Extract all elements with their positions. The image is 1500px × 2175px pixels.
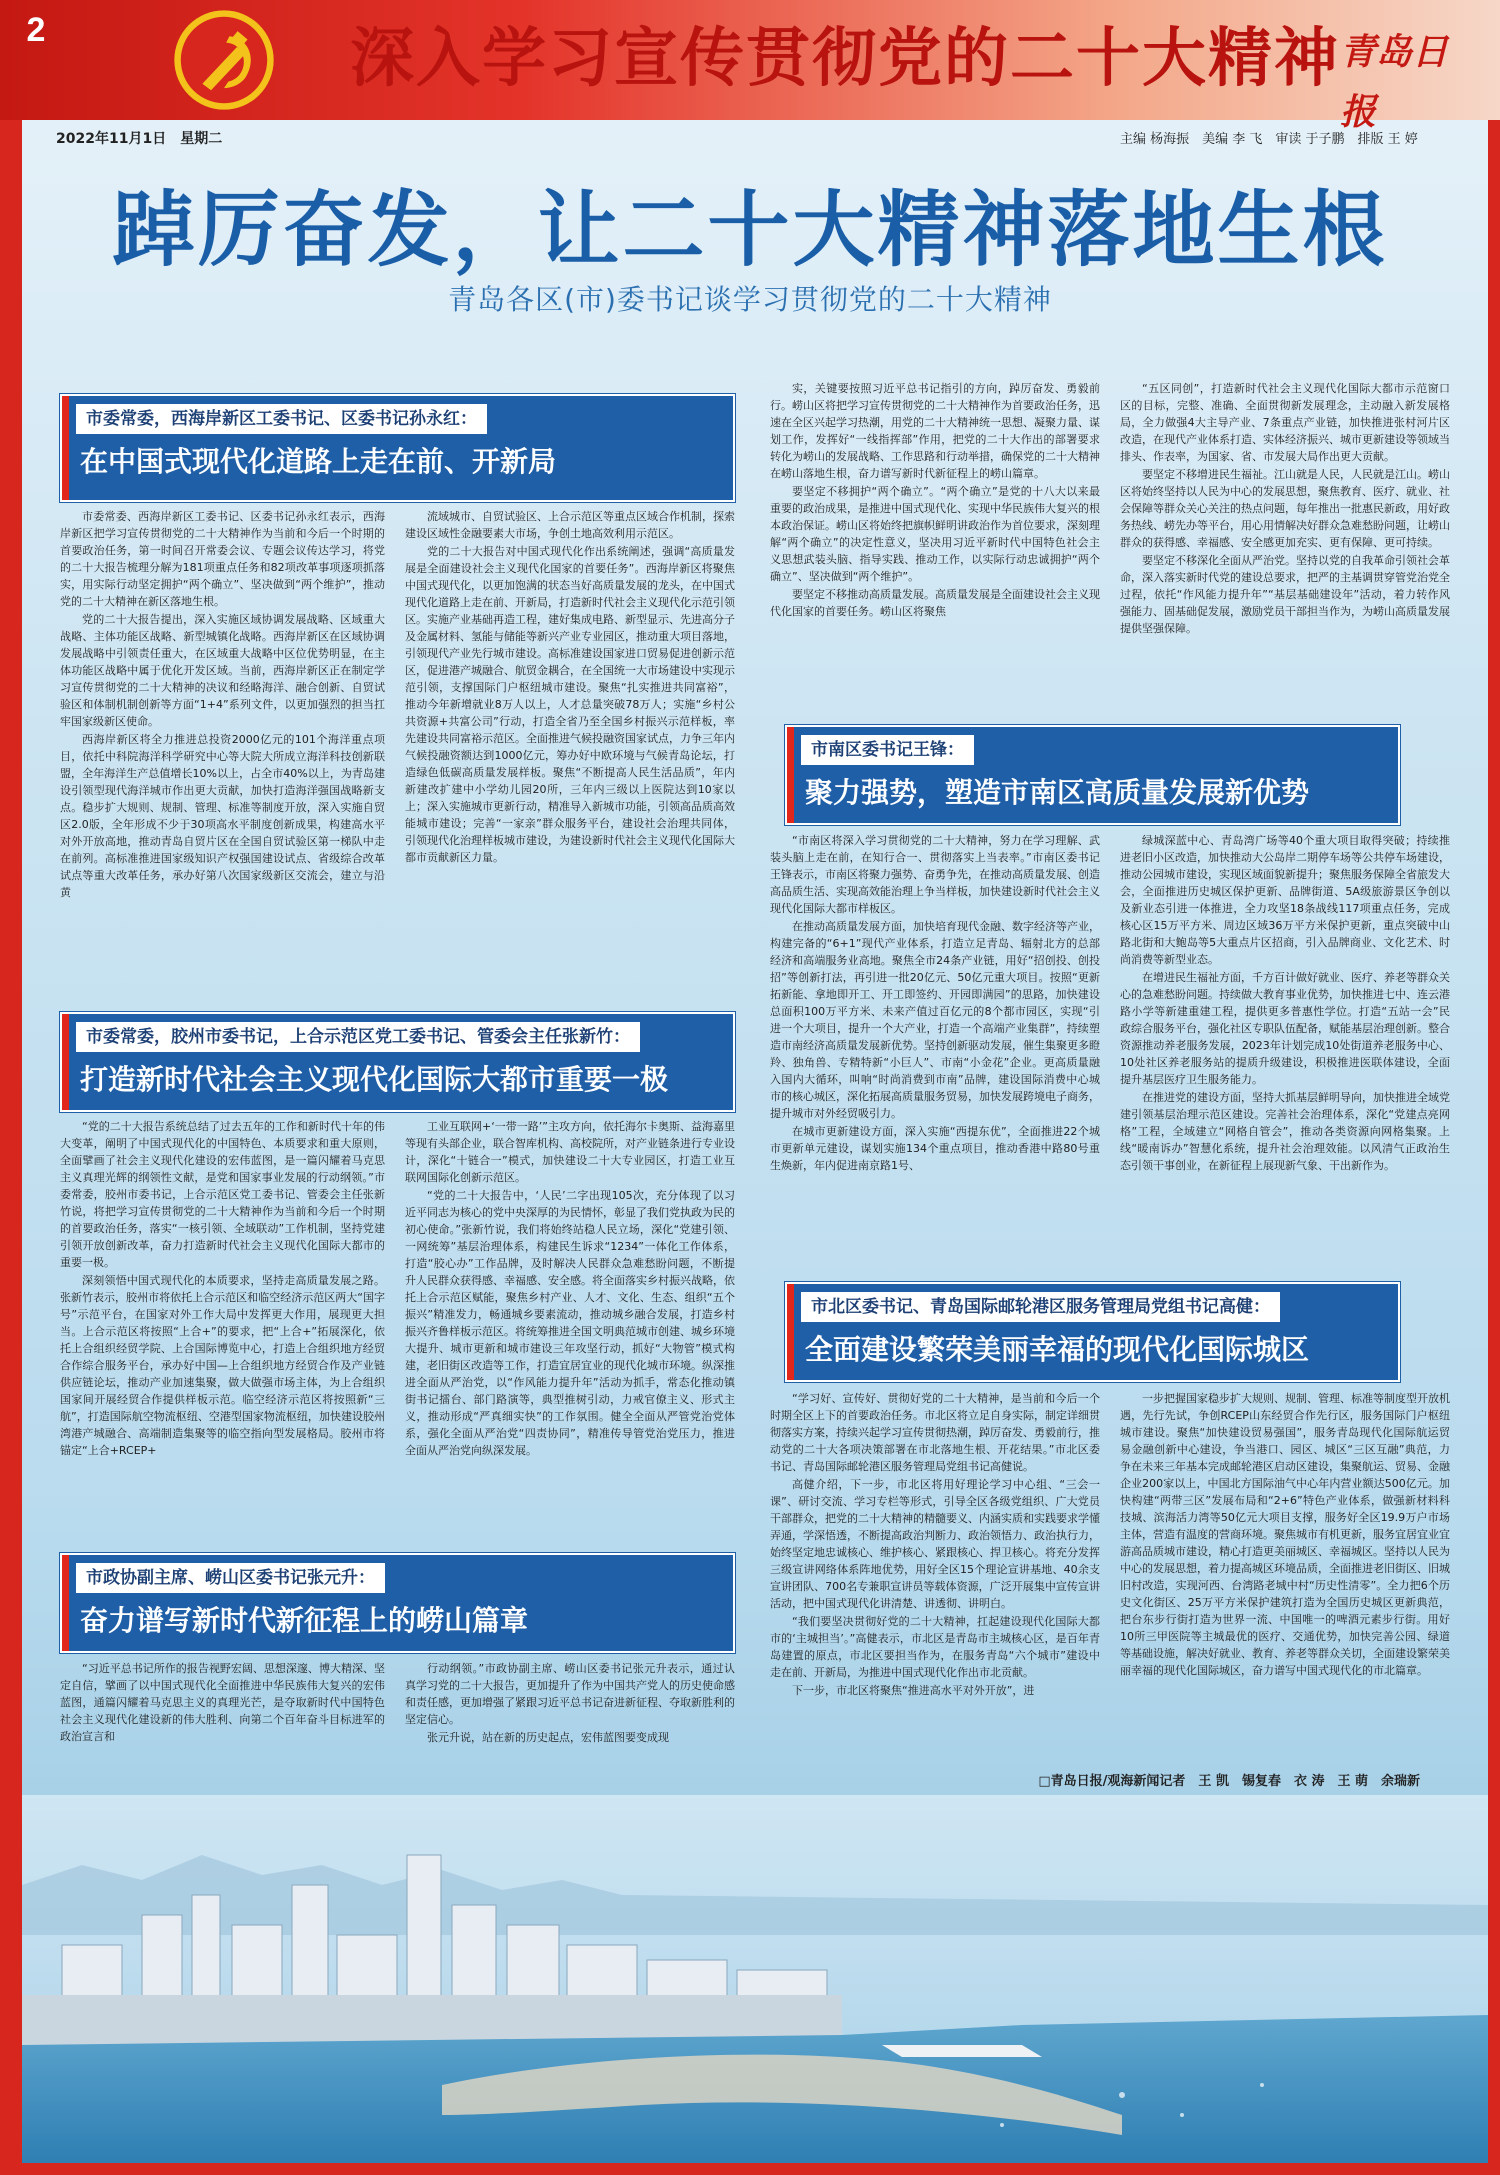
section-title: 打造新时代社会主义现代化国际大都市重要一极 <box>80 1063 669 1096</box>
paragraph: 西海岸新区将全力推进总投资2000亿元的101个海洋重点项目，依托中科院海洋科学研究中心等大院大所成立海洋科技创新联盟，全年海洋生产总值增长10%以上，占全市40%以上，为青岛建设引领型现代海洋城市作出更大贡献，加快打造海洋强国战略新支点。稳步扩大规则、规制、管理、标准等制度开放，深入实施自贸区2.0版，全年形成不少于30项高水平制度创新成果，构建高水平对外开放高地，推动青岛自贸片区在全国自贸试验区第一梯队中走在前列。高标准推进国家级知识产权强国建设试点、省级综合改革试点等重大改革任务，承办好第八次国家级新区交流会，建立与沿黄 <box>60 733 385 899</box>
section-kicker: 市政协副主席、崂山区委书记张元升： <box>76 1563 385 1593</box>
paragraph: 绿城深蓝中心、青岛湾广场等40个重大项目取得突破；持续推进老旧小区改造，加快推动大公岛岸二期停车场等公共停车场建设，推动公园城市建设，实现区域面貌新提升；聚焦服务保障全省旅发大会，全面推进历史城区保护更新、品牌街道、5A级旅游景区争创以及新业态引进一体推进，全力攻坚18条战线117项重点任务，完成核心区15万平方米、周边区域36万平方米保护更新，重点突破中山路北街和大鲍岛等5大重点片区招商，引入品牌商业、文化艺术、时尚消费等新型业态。 <box>1120 834 1450 966</box>
article-column <box>770 1390 1100 1762</box>
paragraph: “习近平总书记所作的报告视野宏阔、思想深邃、博大精深、坚定自信，擘画了以中国式现代化全面推进中华民族伟大复兴的宏伟蓝图，通篇闪耀着马克思主义的真理光芒，是夺取新时代中国特色社会主义现代化建设新的伟大胜利、向第二个百年奋斗目标进军的政治宣言和 <box>60 1662 385 1743</box>
paragraph: 在城市更新建设方面，深入实施“西提东优”，全面推进22个城市更新单元建设，谋划实施134个重点项目，推动香港中路80号重生焕新，年内促进南京路1号、 <box>770 1125 1100 1172</box>
main-subheadline: 青岛各区(市)委书记谈学习贯彻党的二十大精神 <box>448 283 1052 316</box>
paragraph: 实，关键要按照习近平总书记指引的方向，踔厉奋发、勇毅前行。崂山区将把学习宣传贯彻党的二十大精神作为首要政治任务，迅速在全区兴起学习热潮，用党的二十大精神统一思想、凝聚力量、谋划工作，发挥好“一线指挥部”作用，把党的二十大作出的部署要求转化为崂山的发展战略、工作思路和行动举措，确保党的二十大精神在崂山落地生根，奋力谱写新时代新征程上的崂山篇章。 <box>770 382 1100 480</box>
party-emblem-icon <box>170 6 278 114</box>
paragraph: “党的二十大报告系统总结了过去五年的工作和新时代十年的伟大变革，阐明了中国式现代化的中国特色、本质要求和重大原则，全面擘画了社会主义现代化建设的宏伟蓝图，是一篇闪耀着马克思主义真理光辉的纲领性文献，是党和国家事业发展的行动纲领。”市委常委，胶州市委书记，上合示范区党工委书记、管委会主任张新竹说，将把学习宣传贯彻党的二十大精神作为当前和今后一个时期的首要政治任务，落实“一核引领、全域联动”工作机制，坚持党建引领开放创新改革，奋力打造新时代社会主义现代化国际大都市的重要一极。 <box>60 1120 385 1269</box>
article-column <box>1120 380 1450 685</box>
article-column <box>405 508 735 996</box>
paragraph: 行动纲领。”市政协副主席、崂山区委书记张元升表示，通过认真学习党的二十大报告，更加提升了作为中国共产党人的历史使命感和责任感，更加增强了紧跟习近平总书记奋进新征程、夺取新胜利的坚定信心。 <box>405 1662 735 1726</box>
paragraph: 高健介绍，下一步，市北区将用好理论学习中心组、“三会一课”、研讨交流、学习专栏等形式，引导全区各级党组织、广大党员干部群众，把党的二十大精神的精髓要义、内涵实质和实践要求学懂弄通，学深悟透，不断提高政治判断力、政治领悟力、政治执行力，始终坚定地忠诚核心、维护核心、紧跟核心、捍卫核心。将充分发挥三级宣讲网络体系阵地优势，用好全区15个理论宣讲基地、40余支宣讲团队、700名专兼职宣讲员等载体资源，广泛开展集中宣传宣讲活动，把中国式现代化讲清楚、讲透彻、讲明白。 <box>770 1478 1100 1610</box>
section-header-shibei <box>785 1282 1400 1382</box>
paragraph: 党的二十大报告提出，深入实施区域协调发展战略、区域重大战略、主体功能区战略、新型城镇化战略。西海岸新区在区域协调发展战略中引领责任重大，在区域重大战略中区位优势明显，在主体功能区战略中属于优化开发区域。当前，西海岸新区正在制定学习宣传贯彻党的二十大精神的决议和经略海洋、融合创新、自贸试验区和体制机制创新等方面“1+4”系列文件，以更加强烈的担当扛牢国家级新区使命。 <box>60 613 385 728</box>
article-column <box>405 1660 735 1780</box>
section-kicker: 市北区委书记、青岛国际邮轮港区服务管理局党组书记高健： <box>801 1292 1280 1322</box>
frame-left <box>0 120 22 2175</box>
qingdao-cityscape-photo <box>22 1795 1488 2163</box>
editor-credits: 主编 杨海振 美编 李 飞 审读 于子鹏 排版 王 婷 <box>1120 132 1418 147</box>
paragraph: 流域城市、自贸试验区、上合示范区等重点区域合作机制，探索建设区域性金融要素大市场，争创土地高效利用示范区。 <box>405 510 735 540</box>
paragraph: 要坚定不移增进民生福祉。江山就是人民，人民就是江山。崂山区将始终坚持以人民为中心的发展思想，聚焦教育、医疗、就业、社会保障等群众关心关注的热点问题，每年推出一批惠民新政，用好政务热线、崂先办等平台，用心用情解决好群众急难愁盼问题，让崂山群众的获得感、幸福感、安全感更加充实、更有保障、更可持续。 <box>1120 468 1450 549</box>
paragraph: “党的二十大报告中，‘人民’二字出现105次，充分体现了以习近平同志为核心的党中央深厚的为民情怀，彰显了我们党执政为民的初心使命。”张新竹说，我们将始终站稳人民立场，深化“党建引领、一网统筹”基层治理体系，构建民生诉求“1234”一体化工作体系，打造“胶心办”工作品牌，及时解决人民群众急难愁盼问题，不断提升人民群众获得感、幸福感、安全感。将全面落实乡村振兴战略，依托上合示范区赋能，聚焦乡村产业、人才、文化、生态、组织“五个振兴”精准发力，畅通城乡要素流动，推动城乡融合发展，打造乡村振兴齐鲁样板示范区。将统筹推进全国文明典范城市创建、城乡环境大提升、城市更新和城市建设三年攻坚行动，抓好“大物管”模式构建，老旧街区改造等工作，打造宜居宜业的现代化城市环境。纵深推进全面从严治党，以“作风能力提升年”活动为抓手，常态化推动镇街书记擂台、部门路演等，典型推树引动，力戒官僚主义、形式主义，推动形成“严真细实快”的工作氛围。健全全面从严管党治党体系，强化全面从严治党“四责协同”，精准传导管党治党压力，推进全面从严治党向纵深发展。 <box>405 1189 735 1457</box>
page-number: 2 <box>26 11 46 49</box>
paragraph: 在推动高质量发展方面，加快培育现代金融、数字经济等产业，构建完备的“6+1”现代产业体系，打造立足青岛、辐射北方的总部经济和高端服务业高地。聚焦全市24条产业链，用好“招创投、创投招”等创新打法，再引进一批20亿元、50亿元重大项目。按照“更新拓新能、拿地即开工、开工即签约、开园即满园”的思路，加快建设总面积100万平方米、未来产值过百亿元的8个都市园区，实现“引进一个大项目，提升一个大产业，打造一个高端产业集群”，持续塑造市南经济高质量发展新优势。坚持创新驱动发展，催生集聚更多瞪羚、独角兽、专精特新“小巨人”、市南“小金花”企业。更高质量融入国内大循环，叫响“时尚消费到市南”品牌，建设国际消费中心城市的核心城区，深化拓展高质量服务贸易，加快发展跨境电子商务，提升城市对外经贸吸引力。 <box>770 920 1100 1120</box>
section-title: 聚力强势，塑造市南区高质量发展新优势 <box>805 776 1310 809</box>
section-header-laoshan <box>60 1553 735 1653</box>
header-banner <box>0 0 1500 133</box>
article-column <box>60 508 385 996</box>
frame-bottom <box>0 2163 1500 2175</box>
main-headline: 踔厉奋发，让二十大精神落地生根 <box>112 182 1388 278</box>
paragraph: “学习好、宣传好、贯彻好党的二十大精神，是当前和今后一个时期全区上下的首要政治任务。市北区将立足自身实际，制定详细贯彻落实方案，持续兴起学习宣传贯彻热潮，踔厉奋发、勇毅前行，推动党的二十大各项决策部署在市北落地生根、开花结果。”市北区委书记、青岛国际邮轮港区服务管理局党组书记高健说。 <box>770 1392 1100 1473</box>
section-kicker: 市南区委书记王锋： <box>801 735 974 765</box>
section-header-west-coast <box>60 394 735 502</box>
paragraph: 工业互联网+‘一带一路’”主攻方向，依托海尔卡奥斯、益海嘉里等现有头部企业，联合智库机构、高校院所，对产业链条进行专业设计，深化“十链合一”模式，加快建设二十大专业园区，打造工业互联网国际化创新示范区。 <box>405 1120 735 1184</box>
paragraph: 深刻领悟中国式现代化的本质要求，坚持走高质量发展之路。张新竹表示，胶州市将依托上合示范区和临空经济示范区两大“国字号”示范平台，在国家对外工作大局中发挥更大作用，展现更大担当。上合示范区将按照“上合+”的要求，把“上合+”拓展深化，依托上合组织经贸学院、上合国际博览中心，打造上合组织地方经贸合作综合服务平台，承办好中国—上合组织地方经贸合作及产业链供应链论坛，推动产业加速集聚，做大做强市场主体，为上合组织国家间开展经贸合作提供样板示范。临空经济示范区将按照新“三航”，打造国际航空物流枢纽、空港型国家物流枢纽，加快建设胶州湾港产城融合、高端制造集聚等的临空指向型发展格局。胶州市将锚定“上合+RCEP+ <box>60 1274 385 1457</box>
paragraph: 在增进民生福祉方面，千方百计做好就业、医疗、养老等群众关心的急难愁盼问题。持续做大教育事业优势，加快推进七中、连云港路小学等新建重建工程，提供更多普惠性学位。打造“五站一会”民政综合服务平台，强化社区专职队伍配备，赋能基层治理创新。整合资源推动养老服务发展，2023年计划完成10处街道养老服务中心、10处社区养老服务站的提质升级建设，积极推进医联体建设，全面提升基层医疗卫生服务能力。 <box>1120 971 1450 1086</box>
paragraph: 在推进党的建设方面，坚持大抓基层鲜明导向，加快推进全域党建引领基层治理示范区建设。完善社会治理体系，深化“党建点亮网格”工程，全域建立“网格自管会”，推动各类资源向网格集聚。上线“暖南诉办”智慧化系统，提升社会治理效能。以风清气正政治生态引领干事创业，在新征程上展现新气象、干出新作为。 <box>1120 1091 1450 1172</box>
article-column <box>405 1118 735 1518</box>
paragraph: 要坚定不移深化全面从严治党。坚持以党的自我革命引领社会革命，深入落实新时代党的建设总要求，把严的主基调贯穿管党治党全过程，依托“作风能力提升年”“基层基础建设年”活动，着力转作风强能力、固基础促发展，激励党员干部担当作为，为崂山高质量发展提供坚强保障。 <box>1120 554 1450 635</box>
article-column <box>60 1660 385 1780</box>
reporter-byline: □青岛日报/观海新闻记者 王 凯 锡复春 衣 涛 王 萌 余瑞新 <box>1038 1774 1420 1789</box>
paragraph: 张元升说，站在新的历史起点，宏伟蓝图要变成现 <box>427 1731 669 1744</box>
article-column <box>1120 832 1450 1242</box>
article-column <box>1120 1390 1450 1762</box>
paragraph: 党的二十大报告对中国式现代化作出系统阐述，强调“高质量发展是全面建设社会主义现代化国家的首要任务”。西海岸新区将聚焦中国式现代化，以更加饱满的状态当好高质量发展的龙头，在中国式现代化道路上走在前、开新局，打造新时代社会主义现代化示范引领区。实施产业基础再造工程，建好集成电路、新型显示、先进高分子及金属材料、氢能与储能等新兴产业专业园区，推动重大项目落地，引领现代产业先行城市建设。高标准建设国家进口贸易促进创新示范区，促进港产城融合、航贸金耦合，在全国统一大市场建设中实现示范引领，支撑国际门户枢纽城市建设。聚焦“扎实推进共同富裕”，推动今年新增就业8万人以上，人才总量突破78万人；实施“乡村公共资源+共富公司”行动，打造全省乃至全国乡村振兴示范样板，率先建设共同富裕示范区。全面推进气候投融资国家试点，力争三年内气候投融资额达到1000亿元，筹办好中欧环境与气候青岛论坛，打造绿色低碳高质量发展样板。聚焦“不断提高人民生活品质”，年内新建改扩建中小学幼儿园20所，三年内三级以上医院达到10家以上；深入实施城市更新行动，精准导入新城市功能，引领高品质高效能城市建设；完善“一家亲”群众服务平台，建设社会治理共同体，引领现代化治理样板城市建设，为建设新时代社会主义现代化国际大都市贡献新区力量。 <box>405 545 735 864</box>
issue-date: 2022年11月1日 星期二 <box>56 131 223 147</box>
banner-title: 深入学习宣传贯彻党的二十大精神 <box>350 21 1340 96</box>
section-title: 全面建设繁荣美丽幸福的现代化国际城区 <box>805 1333 1310 1366</box>
paragraph: 要坚定不移推动高质量发展。高质量发展是全面建设社会主义现代化国家的首要任务。崂山区将聚焦 <box>770 588 1100 618</box>
paragraph: 要坚定不移拥护“两个确立”。“两个确立”是党的十八大以来最重要的政治成果，是推进中国式现代化、实现中华民族伟大复兴的根本政治保证。崂山区将始终把旗帜鲜明讲政治作为首位要求，深刻理解“两个确立”的决定性意义，坚决用习近平新时代中国特色社会主义思想武装头脑、指导实践、推动工作，以实际行动忠诚拥护“两个确立”、坚决做到“两个维护”。 <box>770 485 1100 583</box>
frame-right <box>1488 120 1500 2175</box>
article-column <box>770 832 1100 1242</box>
section-kicker: 市委常委，胶州市委书记，上合示范区党工委书记、管委会主任张新竹： <box>76 1022 640 1052</box>
paragraph: 一步把握国家稳步扩大规则、规制、管理、标准等制度型开放机遇，先行先试，争创RCEP山东经贸合作先行区，服务国际门户枢纽城市建设。聚焦“加快建设贸易强国”，服务青岛现代化国际航运贸易金融创新中心建设，争当港口、园区、城区“三区互融”典范，力争在未来三年基本完成邮轮港区启动区建设，集聚航运、贸易、金融企业200家以上，中国北方国际油气中心年内营业额达500亿元。加快构建“两带三区”发展布局和“2+6”特色产业体系，做强新材料科技城、滨海活力湾等50亿元大项目支撑，服务好全区19.9万户市场主体，营造有温度的营商环境。聚焦城市有机更新，服务宜居宜业宜游高品质城市建设，精心打造更美丽城区、幸福城区。坚持以人民为中心的发展思想，着力提高城区环境品质，全面推进老旧街区、旧城旧村改造，实现河西、台湾路老城中村“历史性清零”。全力把6个历史文化街区、25万平方米保护建筑打造为全国历史城区更新典范，把台东步行街打造为世界一流、中国唯一的啤酒元素步行街。用好10所三甲医院等主城最优的医疗、交通优势，加快完善公园、绿道等基础设施，解决好就业、教育、养老等群众关切，全面建设繁荣美丽幸福的现代化国际城区，奋力谱写中国式现代化的市北篇章。 <box>1120 1392 1450 1677</box>
section-title: 奋力谱写新时代新征程上的崂山篇章 <box>80 1604 529 1637</box>
section-header-jiaozhou <box>60 1012 735 1112</box>
section-kicker: 市委常委，西海岸新区工委书记、区委书记孙永红： <box>76 404 487 434</box>
section-header-shinan <box>785 725 1400 825</box>
paragraph: “市南区将深入学习贯彻党的二十大精神，努力在学习理解、武装头脑上走在前，在知行合一、贯彻落实上当表率。”市南区委书记王锋表示，市南区将聚力强势、奋勇争先，在推动高质量发展、创造高品质生活、实现高效能治理上争当样板，加快建设新时代社会主义现代化国际大都市样板区。 <box>770 834 1100 915</box>
section-title: 在中国式现代化道路上走在前、开新局 <box>80 445 557 478</box>
paragraph: “我们要坚决贯彻好党的二十大精神，扛起建设现代化国际大都市的‘主城担当’。”高健表示，市北区是青岛市主城核心区，是百年青岛建置的原点，市北区要担当作为，在服务青岛“六个城市”建设中走在前、开新局，为推进中国式现代化作出市北贡献。 <box>770 1615 1100 1679</box>
paragraph: 市委常委、西海岸新区工委书记、区委书记孙永红表示，西海岸新区把学习宣传贯彻党的二十大精神作为当前和今后一个时期的首要政治任务，第一时间召开常委会议、专题会议传达学习，将党的二十大报告梳理分解为181项重点任务和82项改革事项逐项抓落实，用实际行动坚定拥护“两个确立”、坚决做到“两个维护”，推动党的二十大精神在新区落地生根。 <box>60 510 385 608</box>
newspaper-logo: 青岛日报 <box>1340 31 1449 133</box>
paragraph: “五区同创”，打造新时代社会主义现代化国际大都市示范窗口区的目标，完整、准确、全面贯彻新发展理念，主动融入新发展格局，全力做强4大主导产业、7条重点产业链，加快推进张村河片区改造，在现代产业体系打造、实体经济振兴、城市更新建设等领域当排头、作表率，为国家、省、市发展大局作出更大贡献。 <box>1120 382 1450 463</box>
article-column <box>770 380 1100 685</box>
article-column <box>60 1118 385 1518</box>
paragraph: 下一步，市北区将聚焦“推进高水平对外开放”，进 <box>792 1684 1035 1697</box>
